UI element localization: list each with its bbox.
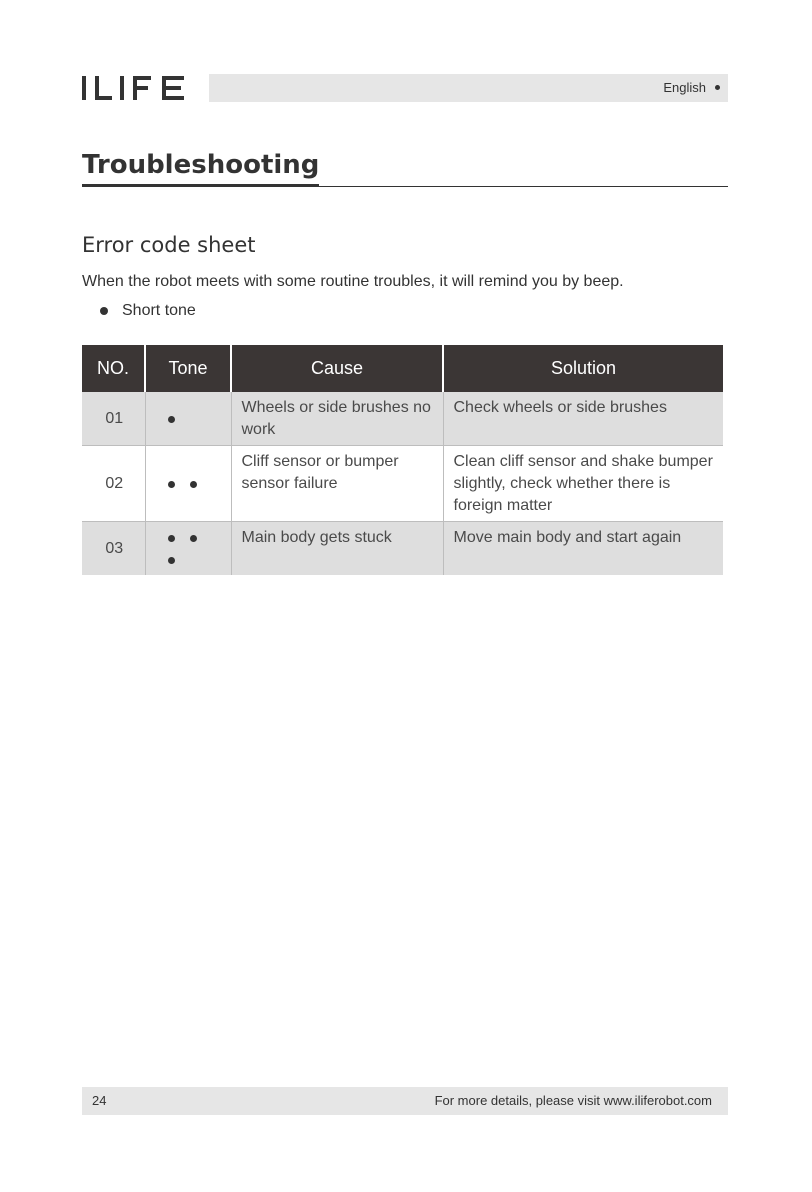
ilife-logo [82,74,188,102]
footer-bar [82,1087,728,1115]
row-cause: Wheels or side brushes no work [231,392,443,446]
title-divider [82,186,728,187]
row-no: 01 [82,392,145,446]
row-tone [145,522,231,576]
header-bar [209,74,728,102]
row-no: 03 [82,522,145,576]
row-cause: Cliff sensor or bumper sensor failure [231,446,443,522]
footer-website-text: For more details, please visit www.iliferobot.com [434,1093,712,1108]
table-row [82,446,723,522]
tone-dot-icon [190,481,197,488]
error-code-table [82,345,723,575]
row-solution: Clean cliff sensor and shake bumper slightly, check whether there is foreign matter [443,446,723,522]
language-label: English [663,80,706,95]
section-title: Error code sheet [82,233,256,257]
bullet-text: Short tone [122,302,196,319]
row-cause: Main body gets stuck [231,522,443,576]
row-solution: Move main body and start again [443,522,723,576]
header-solution: Solution [443,345,723,392]
table-header-row [82,345,723,392]
header-no: NO. [82,345,145,392]
header-tone: Tone [145,345,231,392]
language-dot-icon [715,85,720,90]
page-number: 24 [92,1093,107,1108]
table-row [82,392,723,446]
table-row [82,522,723,576]
row-no: 02 [82,446,145,522]
tone-dot-icon [190,535,197,542]
bullet-dot-icon [100,307,108,315]
tone-dot-icon [168,535,175,542]
tone-dot-icon [168,557,175,564]
tone-dot-icon [168,416,175,423]
row-solution: Check wheels or side brushes [443,392,723,446]
tone-dot-icon [168,481,175,488]
intro-text: When the robot meets with some routine troubles, it will remind you by beep. [82,273,624,290]
page-title: Troubleshooting [82,148,319,187]
row-tone [145,446,231,522]
header-cause: Cause [231,345,443,392]
row-tone [145,392,231,446]
